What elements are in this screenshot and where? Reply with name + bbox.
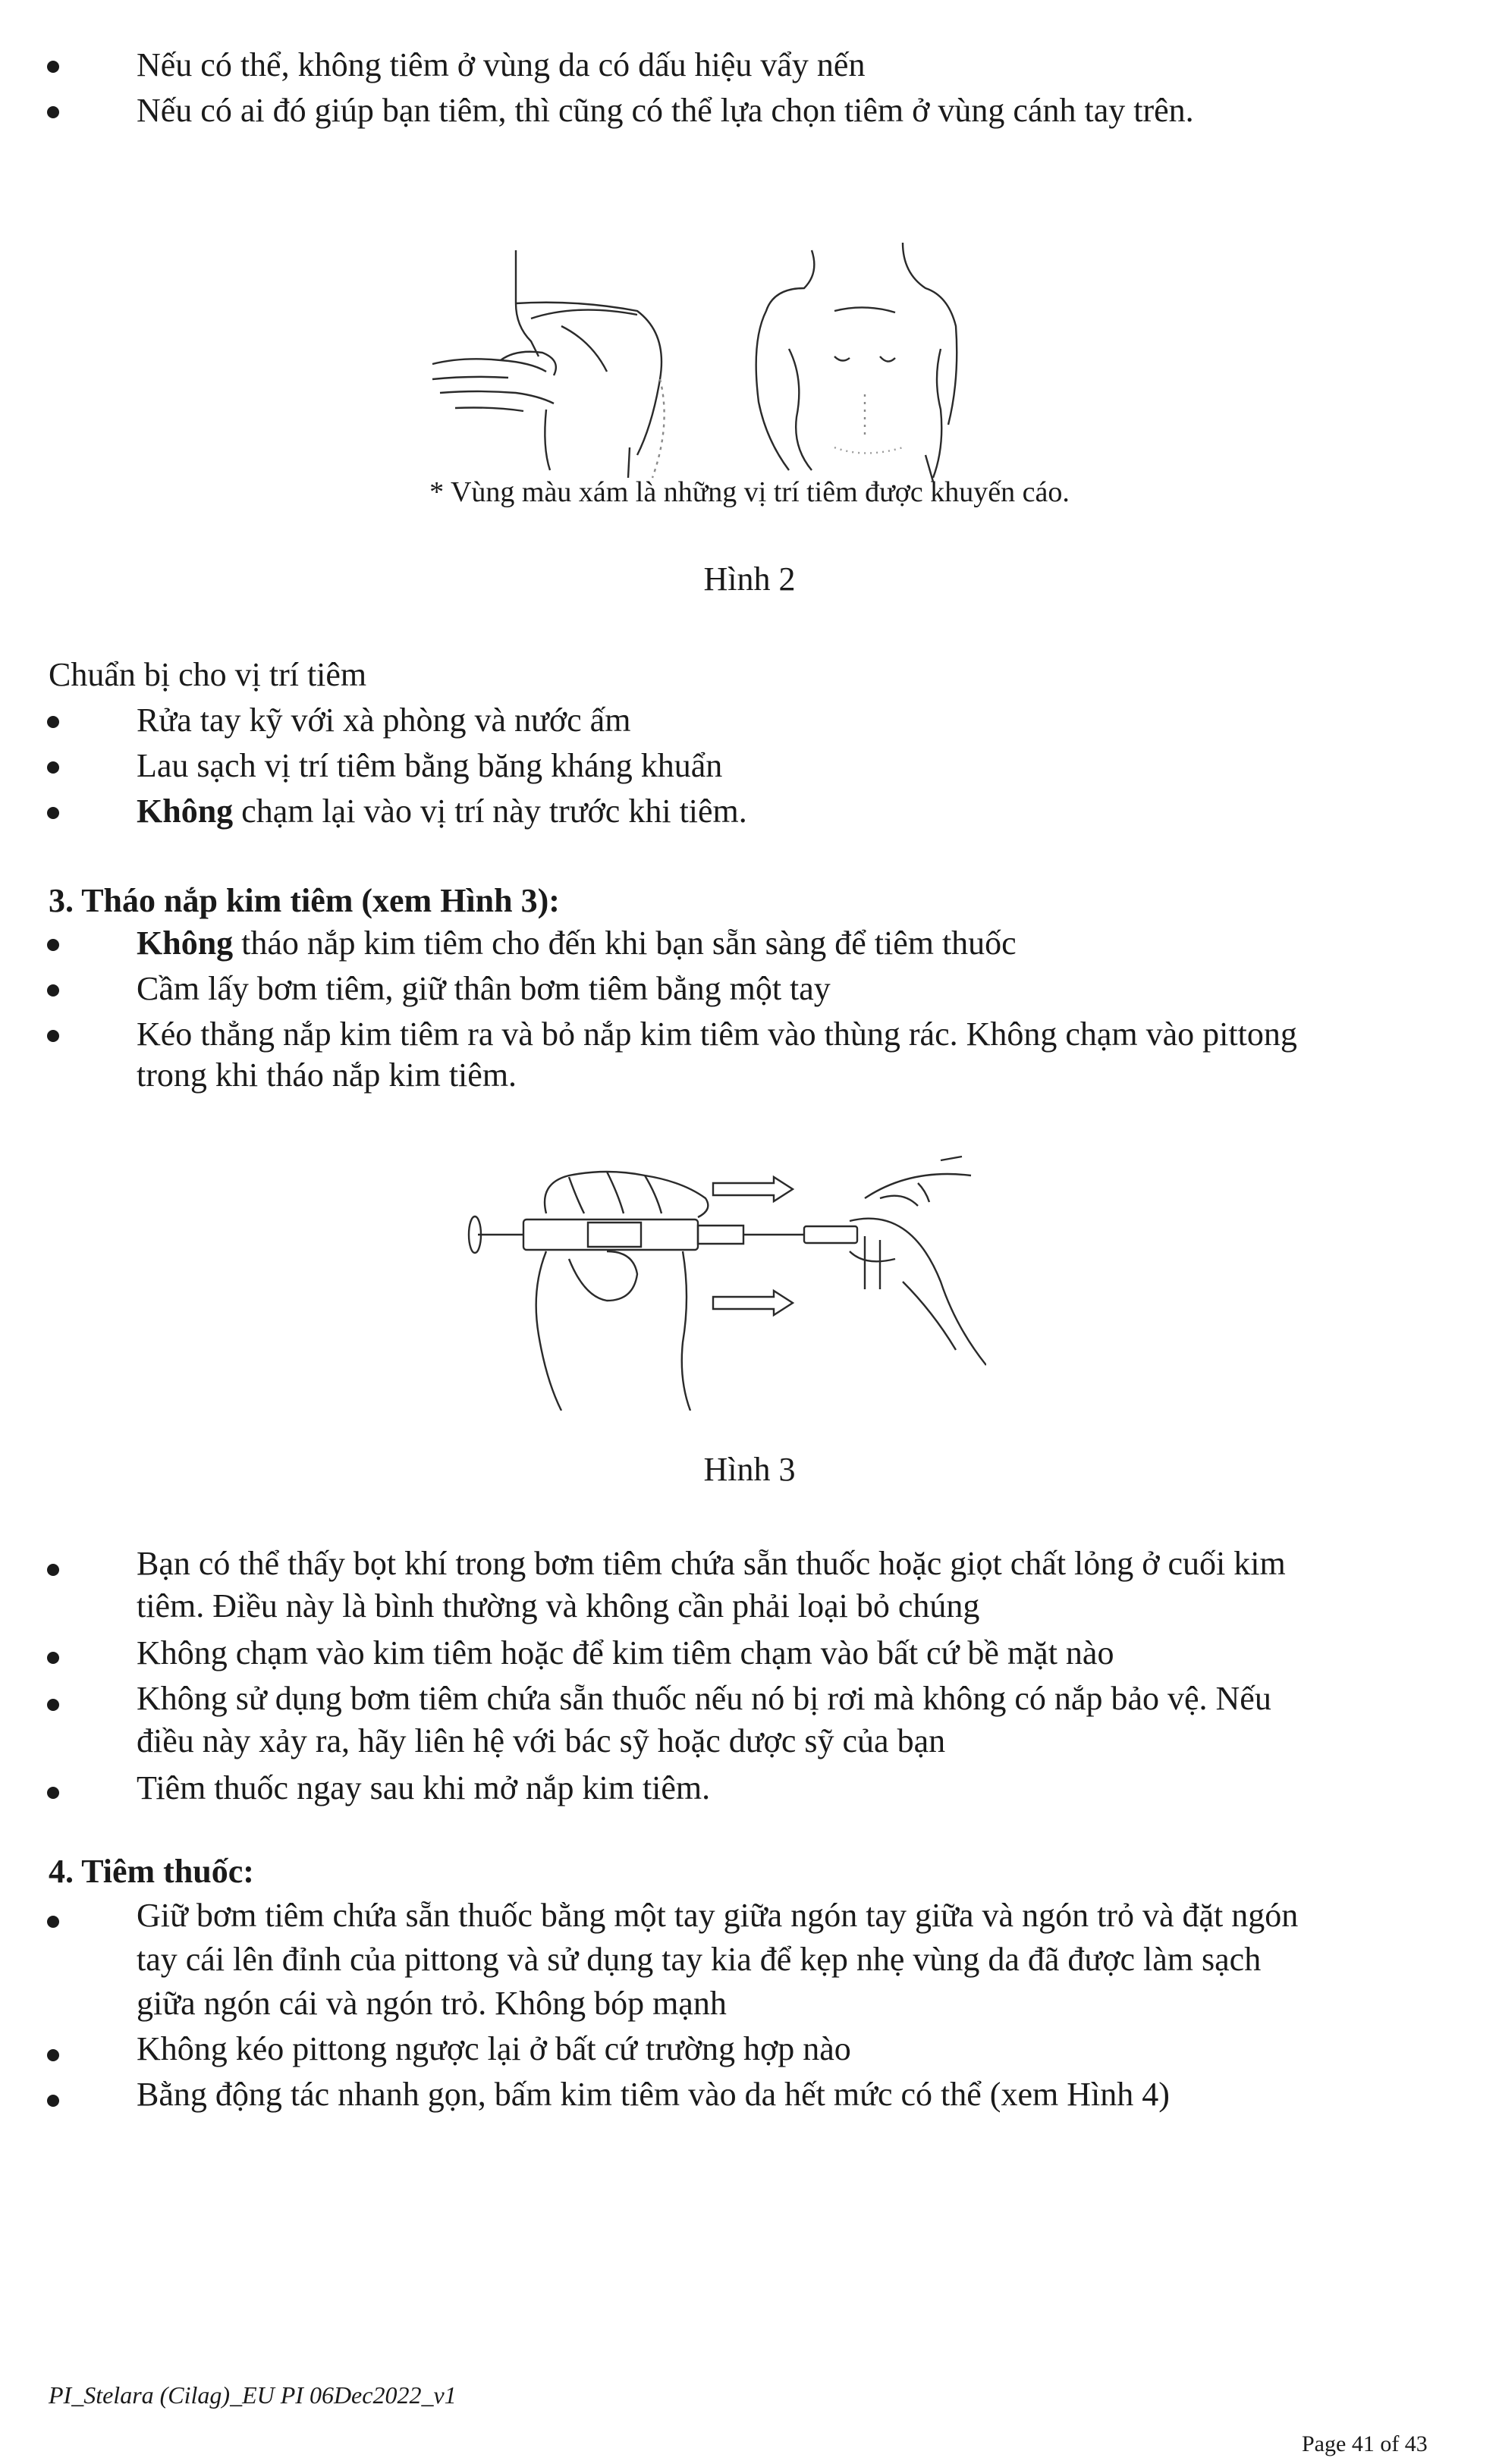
section3-bullet-1-bold: Không	[137, 924, 234, 962]
bullet-dot	[47, 1030, 59, 1042]
prep-bullet-2: Lau sạch vị trí tiêm bằng băng kháng khuẩn	[137, 747, 723, 784]
injection-sites-illustration	[410, 228, 986, 485]
prep-bullet-1: Rửa tay kỹ với xà phòng và nước ấm	[137, 702, 631, 739]
section4-bullet-1-line-3: giữa ngón cái và ngón trỏ. Không bóp mạnh	[137, 1985, 727, 2022]
bullet-dot	[47, 1916, 59, 1928]
intro-bullet-2: Nếu có ai đó giúp bạn tiêm, thì cũng có thể lựa chọn tiêm ở vùng cánh tay trên.	[137, 92, 1194, 129]
bullet-dot	[47, 1652, 59, 1664]
bullet-dot	[47, 1787, 59, 1799]
after-fig3-bullet-1-line-2: tiêm. Điều này là bình thường và không cần phải loại bỏ chúng	[137, 1587, 980, 1624]
after-fig3-bullet-1-line-1: Bạn có thể thấy bọt khí trong bơm tiêm chứa sẵn thuốc hoặc giọt chất lỏng ở cuối kim	[137, 1545, 1286, 1582]
prep-bullet-3-rest: chạm lại vào vị trí này trước khi tiêm.	[233, 793, 747, 830]
bullet-dot	[47, 939, 59, 951]
figure2-note: * Vùng màu xám là những vị trí tiêm được khuyến cáo.	[429, 476, 1070, 508]
section4-bullet-2: Không kéo pittong ngược lại ở bất cứ trường hợp nào	[137, 2030, 851, 2067]
figure2-caption: Hình 2	[703, 560, 796, 598]
prep-title: Chuẩn bị cho vị trí tiêm	[49, 656, 367, 693]
section3-bullet-3-line-2: trong khi tháo nắp kim tiêm.	[137, 1056, 517, 1094]
bullet-dot	[47, 2049, 59, 2061]
prep-bullet-3	[137, 795, 747, 828]
section4-bullet-3: Bằng động tác nhanh gọn, bấm kim tiêm vào da hết mức có thể (xem Hình 4)	[137, 2076, 1170, 2113]
prep-bullet-3-bold: Không	[137, 793, 234, 830]
after-fig3-bullet-4: Tiêm thuốc ngay sau khi mở nắp kim tiêm.	[137, 1769, 711, 1806]
bullet-dot	[47, 1564, 59, 1576]
remove-needle-cap-illustration	[455, 1138, 986, 1411]
section3-heading: 3. Tháo nắp kim tiêm (xem Hình 3):	[49, 882, 560, 919]
section4-bullet-1-line-2: tay cái lên đỉnh của pittong và sử dụng tay kia để kẹp nhẹ vùng da đã được làm sạch	[137, 1941, 1262, 1978]
figure3-caption: Hình 3	[703, 1451, 796, 1488]
intro-bullet-1: Nếu có thể, không tiêm ở vùng da có dấu hiệu vẩy nến	[137, 46, 866, 83]
bullet-dot	[47, 716, 59, 728]
bullet-dot	[47, 807, 59, 819]
section3-bullet-1-rest: tháo nắp kim tiêm cho đến khi bạn sẵn sàng để tiêm thuốc	[233, 924, 1017, 962]
after-fig3-bullet-2: Không chạm vào kim tiêm hoặc để kim tiêm chạm vào bất cứ bề mặt nào	[137, 1634, 1114, 1671]
bullet-dot	[47, 2095, 59, 2107]
bullet-dot	[47, 1699, 59, 1711]
section4-bullet-1-line-1: Giữ bơm tiêm chứa sẵn thuốc bằng một tay giữa ngón tay giữa và ngón trỏ và đặt ngón	[137, 1897, 1299, 1934]
bullet-dot	[47, 61, 59, 73]
section3-bullet-1	[137, 924, 1017, 962]
after-fig3-bullet-3-line-1: Không sử dụng bơm tiêm chứa sẵn thuốc nếu nó bị rơi mà không có nắp bảo vệ. Nếu	[137, 1680, 1271, 1717]
bullet-dot	[47, 106, 59, 118]
footer-page-number: Page 41 of 43	[1302, 2431, 1428, 2456]
bullet-dot	[47, 761, 59, 774]
section3-bullet-2: Cầm lấy bơm tiêm, giữ thân bơm tiêm bằng một tay	[137, 970, 831, 1007]
footer-document-id: PI_Stelara (Cilag)_EU PI 06Dec2022_v1	[49, 2381, 457, 2409]
section4-heading: 4. Tiêm thuốc:	[49, 1853, 254, 1890]
after-fig3-bullet-3-line-2: điều này xảy ra, hãy liên hệ với bác sỹ hoặc dược sỹ của bạn	[137, 1722, 946, 1759]
bullet-dot	[47, 984, 59, 997]
section3-bullet-3-line-1: Kéo thẳng nắp kim tiêm ra và bỏ nắp kim tiêm vào thùng rác. Không chạm vào pittong	[137, 1015, 1297, 1053]
